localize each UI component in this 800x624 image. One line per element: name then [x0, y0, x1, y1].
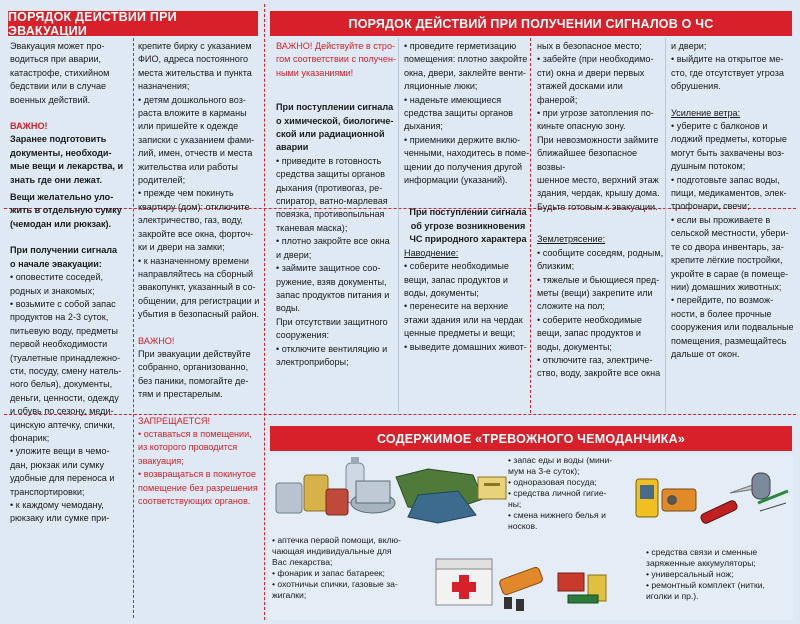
first-aid-kit-icon [436, 559, 492, 605]
chem-title: аварии [276, 142, 309, 153]
list-item: • приведите в готовность [276, 155, 382, 166]
list-item: • оповестите соседей, [10, 272, 104, 283]
signals-column-2 [404, 40, 532, 412]
important-line: знать где они лежат. [10, 174, 102, 185]
list-item: и обувь по сезону, меди- [10, 406, 114, 417]
kit-item: • универсальный нож; [646, 569, 734, 579]
list-item: • перенесите на верхние [404, 301, 509, 312]
list-item: крепите бирку с указанием [138, 41, 252, 51]
intro-line: водиться при аварии, [10, 54, 102, 65]
important-line: Вещи желательно уло- [10, 192, 114, 203]
list-item: места жительства и пункта [138, 67, 252, 78]
list-item: воды. [276, 303, 300, 314]
header-evacuation: ПОРЯДОК ДЕЙСТВИЙ ПРИ ЭВАКУАЦИИ [8, 11, 258, 36]
kit-item: Вас лекарства; [272, 557, 333, 567]
list-item: При отсутствии защитного [276, 316, 388, 327]
list-item: ности, в более прочные [671, 308, 772, 319]
list-item: • наденьте имеющиеся [404, 94, 502, 105]
list-item: крепите лёгкие постройки, [671, 255, 783, 266]
list-item: здания, чердак, крышу дома. [537, 188, 660, 199]
list-item: назначения; [138, 81, 190, 92]
list-item: воды, документы; [404, 287, 479, 298]
list-item: жительства или работы [138, 161, 238, 172]
list-item: • к каждому чемодану, [10, 500, 104, 510]
list-item: повязка, противопыльная [276, 209, 385, 220]
list-item: рюкзаку или сумке при- [10, 513, 110, 524]
list-item: • к назначенному времени [138, 255, 249, 266]
list-item: сельской местности, убери- [671, 228, 789, 239]
list-item: • выведите домашних живот- [404, 341, 527, 352]
list-item: ружение, взяв документы, [276, 276, 387, 287]
list-item: без паники, помогайте де- [138, 375, 249, 386]
list-item: ближайшее безопасное возвы- [537, 148, 638, 172]
mobile-phone-icon [636, 479, 658, 517]
list-item: удобные для переноса и [10, 473, 115, 484]
list-item: раста вложите в карманы [138, 108, 247, 119]
list-item: обрушения. [671, 81, 721, 92]
kit-item: заряженные аккумуляторы; [646, 558, 756, 568]
kit-panel [268, 455, 793, 620]
list-item: питьевую воду, предметы [10, 325, 118, 336]
list-item: При эвакуации действуйте [138, 348, 251, 359]
kit-item: • ремонтный комплект (нитки, [646, 580, 765, 590]
list-item: Будьте готовым к эвакуации. [537, 201, 658, 212]
forbidden-item: • возвращаться в покинутое [138, 469, 256, 480]
kit-list-left [272, 535, 422, 601]
cans-icon [276, 475, 348, 515]
column-separator [398, 38, 399, 412]
intro-line: бедствии или в случае [10, 81, 107, 92]
kit-item: • аптечка первой помощи, вклю- [272, 535, 401, 545]
list-item: ФИО, адреса постоянного [138, 54, 249, 65]
list-item: средства защиты органов [276, 169, 386, 180]
list-item: сти) окна и двери первых [537, 67, 645, 78]
list-item: сооружения или подвальные [671, 322, 794, 333]
kit-item: жигалки; [272, 590, 307, 600]
kit-item: иголки и пр.). [646, 591, 699, 601]
list-item: тям и престарелым. [138, 389, 223, 400]
warn-line: гом соответствии с получен- [276, 54, 397, 65]
kit-item: • средства связи и сменные [646, 547, 758, 557]
fold-line-vertical-1 [133, 38, 134, 618]
natural-title: ЧС природного характера [409, 234, 527, 245]
list-item: При невозможности займите [537, 134, 659, 145]
signals-column-1 [276, 40, 398, 412]
chem-title: ской или радиационной [276, 129, 385, 140]
intro-line: Эвакуация может про- [10, 41, 105, 51]
column-separator [665, 38, 666, 412]
list-item: родителей; [138, 175, 186, 186]
forbidden-item: соответствующих органов. [138, 496, 251, 506]
list-item: квартиру (дом): отключите [138, 201, 250, 212]
list-item: • забейте (при необходимо- [537, 54, 654, 65]
list-item: направляйтесь на сборный [138, 268, 254, 279]
kit-list-right [646, 547, 791, 602]
quake-subtitle: Землетрясение: [537, 234, 606, 245]
important-line: жить в отдельную сумку [10, 205, 122, 216]
list-item: окна, двери, заклейте венти- [404, 67, 526, 78]
kit-item: ны; [508, 499, 522, 509]
list-item: электричество, газ, воду, [138, 215, 243, 226]
kit-item: чающая индивидуальные для [272, 546, 392, 556]
list-item: информации (указаний). [404, 175, 508, 186]
warn-line: ВАЖНО! Действуйте в стро- [276, 41, 396, 51]
important-line: (чемодан или рюкзак). [10, 218, 112, 229]
important-line: Заранее подготовить [10, 134, 107, 145]
list-item: меты (вещи) закрепите или [537, 287, 653, 298]
intro-line: катастрофе, стихийном [10, 67, 110, 78]
list-item: • если вы проживаете в [671, 214, 771, 225]
important-label: ВАЖНО! [10, 121, 48, 132]
forbidden-item: эвакуация; [138, 455, 184, 466]
important-line: документы, необходи- [10, 147, 112, 158]
list-item: родных и знакомых; [10, 285, 95, 296]
flood-subtitle: Наводнение: [404, 247, 459, 258]
list-item: этажи здания или на чердак [404, 314, 523, 325]
list-item: ного белья), документы, [10, 379, 113, 390]
list-item: лоджий предметы, которые [671, 134, 787, 145]
warn-line: ными указаниями! [276, 67, 354, 78]
kit-item: • смена нижнего белья и [508, 510, 606, 520]
list-item: (туалетные принадлежно- [10, 352, 121, 363]
clothes-icon [396, 469, 483, 523]
list-item: ляционные люки; [404, 81, 478, 92]
on-signal-title: При получении сигнала [10, 245, 118, 256]
list-item: сооружения: [276, 330, 330, 341]
list-item: • тяжелые и бьющиеся пред- [537, 274, 660, 285]
list-item: • соберите необходимые [404, 261, 509, 272]
list-item: сти, посуду, смену натель- [10, 365, 122, 376]
radio-icon [662, 489, 696, 511]
list-item: • отключите газ, электриче- [537, 354, 653, 365]
list-item: ных в безопасное место; [537, 41, 642, 51]
list-item: • при угрозе затопления по- [537, 108, 654, 119]
list-item: нии) домашних животных; [671, 281, 782, 292]
list-item: трофонари, свечи; [671, 201, 750, 212]
list-item: общении, для регистрации и [138, 295, 260, 306]
evacuation-column-1 [10, 40, 133, 620]
chem-title: При поступлении сигнала [276, 102, 394, 113]
kit-item: • одноразовая посуда; [508, 477, 597, 487]
list-item: пищи, медикаментов, элек- [671, 188, 787, 199]
kit-item: носков. [508, 521, 538, 531]
list-item: • соберите необходимые [537, 314, 642, 325]
list-item: и двери; [671, 41, 707, 51]
important-label: ВАЖНО! [138, 335, 175, 346]
list-item: сто, где отсутствует угроза [671, 67, 784, 78]
list-item: • уложите вещи в чемо- [10, 446, 110, 457]
list-item: первой необходимости [10, 339, 108, 350]
list-item: • займите защитное соо- [276, 263, 381, 274]
list-item: запас продуктов питания и [276, 289, 390, 300]
list-item: шенное место, верхний этаж [537, 175, 659, 186]
list-item: деньги, ценности, одежду [10, 392, 119, 403]
list-item: дыхания; [404, 121, 443, 132]
natural-title: При поступлении сигнала [409, 207, 527, 218]
forbidden-item: • оставаться в помещении, [138, 428, 252, 439]
list-item: ство, воду, закройте все окна [537, 368, 661, 379]
list-item: сложите на пол; [537, 301, 605, 312]
pocket-knife-icon [700, 483, 758, 525]
chem-title: о химической, биологиче- [276, 115, 394, 126]
list-item: средства защиты органов [404, 108, 514, 119]
list-item: и двери; [276, 249, 312, 260]
list-item: фонарик; [10, 432, 50, 443]
list-item: • отключите вентиляцию и [276, 343, 388, 354]
list-item: спиратор, ватно-марлевая [276, 196, 388, 207]
list-item: транспортировки; [10, 486, 85, 497]
kit-item: мум на 3-е суток); [508, 466, 580, 476]
on-signal-title: о начале эвакуации: [10, 258, 102, 269]
list-item: киньте опасную зону. [537, 121, 626, 132]
list-item: помещения: плотно закройте [404, 54, 528, 65]
signals-column-4 [671, 40, 796, 412]
list-item: • выйдите на открытое ме- [671, 54, 784, 65]
list-item: • прежде чем покинуть [138, 188, 234, 199]
list-item: убытия в безопасный район. [138, 309, 260, 320]
list-item: дан, рюкзак или сумку [10, 459, 104, 470]
list-item: вещи, запас продуктов и [404, 274, 509, 285]
list-item: ценные предметы и вещи; [404, 328, 516, 339]
kit-list-top [508, 455, 628, 532]
signals-column-3 [537, 40, 665, 412]
forbidden-item: помещение без разрешения [138, 482, 258, 493]
important-line: мые вещи и лекарства, и [10, 161, 124, 172]
list-item: воды, документы; [537, 341, 612, 352]
list-item: ки и двери на замки; [138, 242, 225, 253]
list-item: помещения, размещайтесь [671, 335, 787, 346]
kit-item: • фонарик и запас батареек; [272, 568, 385, 578]
list-item: этажей досками или фанерой; [537, 81, 623, 105]
kit-item: • охотничьи спички, газовые за- [272, 579, 398, 589]
list-item: вещи, запас продуктов и [537, 328, 642, 339]
list-item: душным потоком; [671, 161, 746, 172]
list-item: укройте в сарае (в помеще- [671, 268, 789, 279]
forbidden-label: ЗАПРЕЩАЕТСЯ! [138, 415, 210, 426]
list-item: дыхания (противогаз, ре- [276, 182, 383, 193]
list-item: • перейдите, по возмож- [671, 295, 774, 306]
list-item: дальше от окон. [671, 348, 740, 359]
documents-icon [478, 477, 506, 499]
sewing-kit-icon [752, 473, 788, 511]
list-item: • возьмите с собой запас [10, 298, 116, 309]
list-item: электроприборы; [276, 356, 349, 367]
kit-item: • средства личной гигие- [508, 488, 607, 498]
cookware-icon [351, 481, 395, 513]
list-item: щении до получения другой [404, 161, 523, 172]
wind-subtitle: Усиление ветра: [671, 107, 741, 118]
list-item: • проведите герметизацию [404, 41, 517, 51]
list-item: • подготовьте запас воды, [671, 174, 780, 185]
kit-item: • запас еды и воды (мини- [508, 455, 613, 465]
list-item: • уберите с балконов и [671, 121, 768, 132]
list-item: • приемники держите вклю- [404, 134, 521, 145]
header-kit: СОДЕРЖИМОЕ «ТРЕВОЖНОГО ЧЕМОДАНЧИКА» [270, 426, 792, 451]
list-item: близким; [537, 261, 575, 272]
forbidden-item: из которого проводится [138, 442, 238, 453]
list-item: • детям дошкольного воз- [138, 94, 246, 105]
list-item: записки с указанием фами- [138, 134, 255, 145]
list-item: те со двора инвентарь, за- [671, 241, 784, 252]
list-item: • плотно закройте все окна [276, 236, 390, 247]
list-item: продуктов на 2-3 суток, [10, 312, 109, 323]
header-signals: ПОРЯДОК ДЕЙСТВИЙ ПРИ ПОЛУЧЕНИИ СИГНАЛОВ О ЧС [270, 11, 792, 36]
list-item: могут быть захвачены воз- [671, 147, 785, 158]
list-item: тканевая маска); [276, 222, 348, 233]
list-item: • сообщите соседям, родным, [537, 247, 664, 258]
list-item: или пришейте к одежде [138, 121, 239, 132]
matches-icon [558, 573, 606, 603]
list-item: лий, имен, отчеств и места [138, 148, 253, 159]
evacuation-column-2 [138, 40, 264, 620]
list-item: эвакопункт, указанный в со- [138, 282, 256, 293]
list-item: ченными, находитесь в поме- [404, 148, 530, 159]
fold-line-vertical-2 [264, 4, 265, 620]
list-item: закройте все окна, форточ- [138, 228, 254, 239]
list-item: собранно, организованно, [138, 362, 249, 373]
intro-line: военных действий. [10, 94, 91, 105]
list-item: цинскую аптечку, спички, [10, 419, 116, 430]
flashlight-icon [499, 566, 544, 611]
natural-title: об угрозе возникновения [410, 220, 526, 231]
